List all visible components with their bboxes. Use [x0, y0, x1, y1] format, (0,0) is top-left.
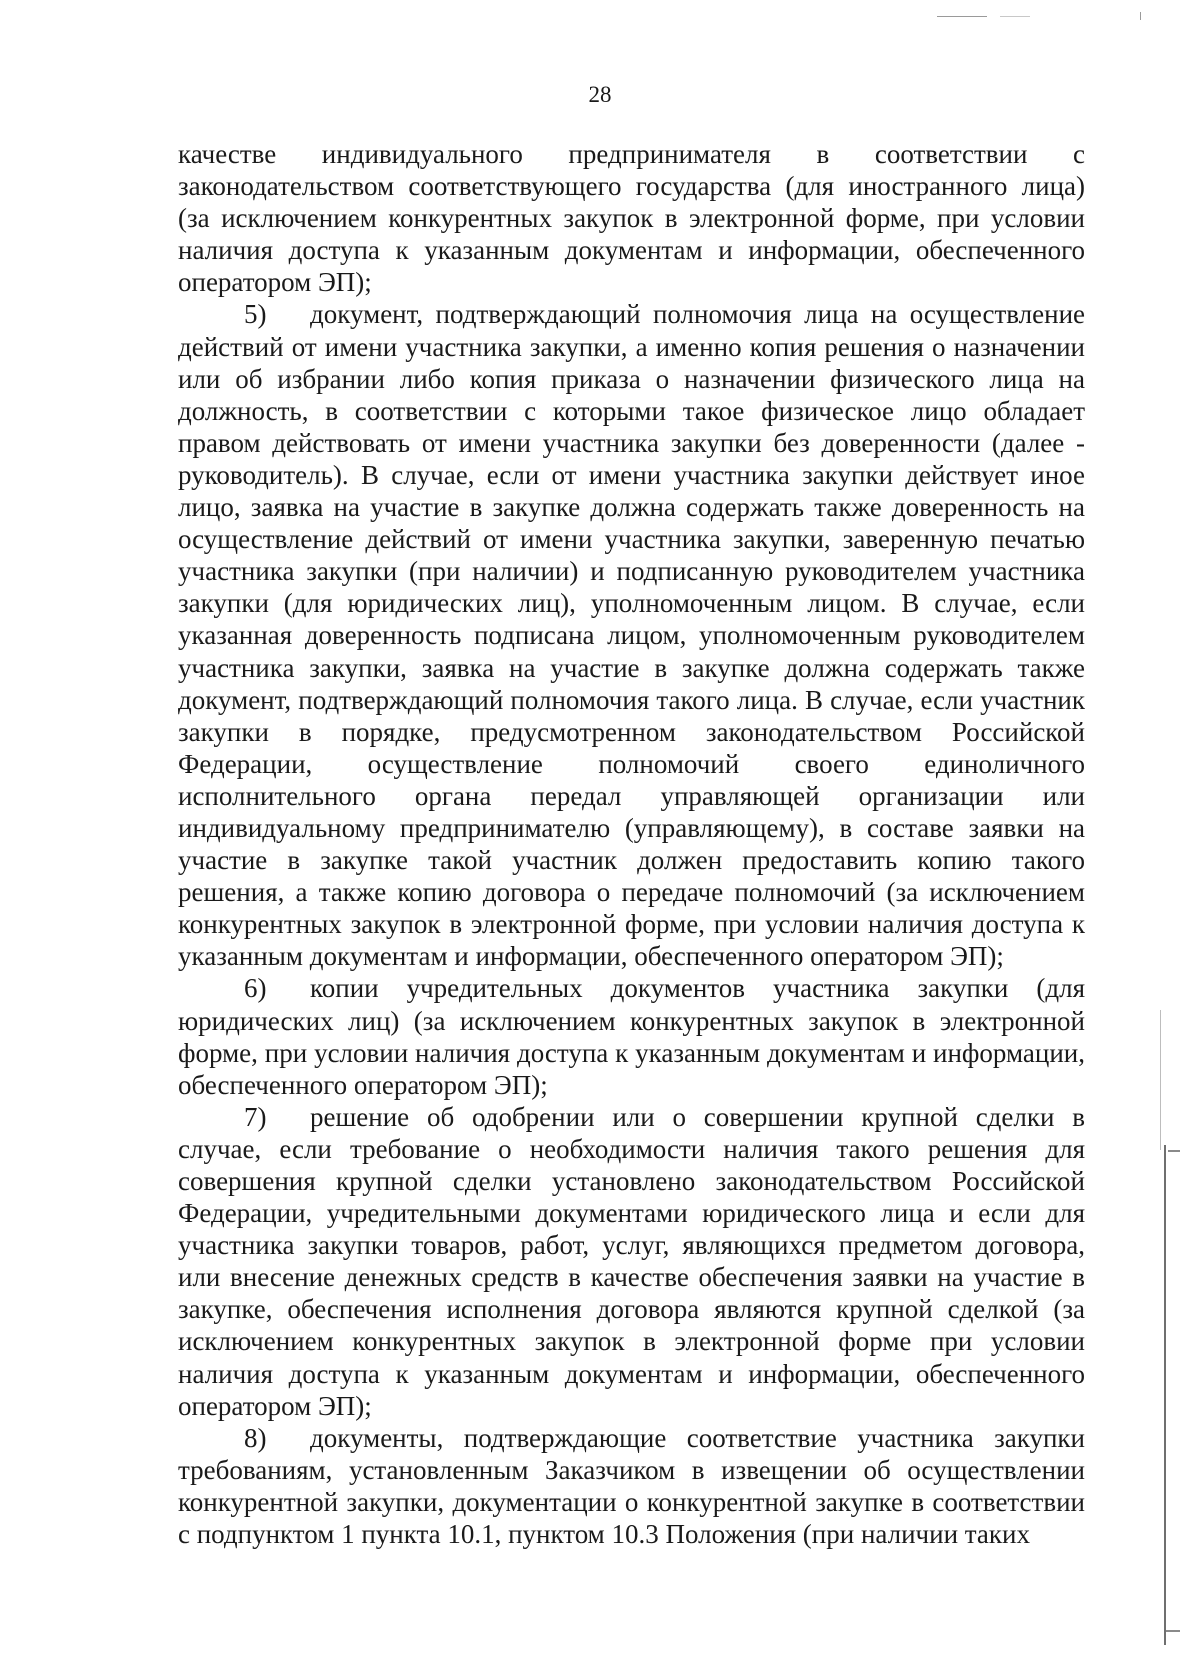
scan-artifact-edge-tick-bottom — [1166, 1630, 1180, 1632]
item-number: 8) — [244, 1422, 267, 1453]
item-number: 6) — [244, 973, 267, 1004]
scan-artifact-edge-faint — [1160, 1010, 1161, 1150]
document-body — [178, 138, 1085, 1550]
paragraph-text: качестве индивидуального предпринимателя в соответствии с законодательством соответствующего государства (для иностранного лица) (за исключением конкурентных закупок в электронной форме, при условии наличия доступа к указанным документам и информации, обеспеченного оператором ЭП); — [178, 139, 1085, 298]
scan-artifact-corner — [1140, 12, 1141, 20]
list-item-8 — [178, 1422, 1085, 1550]
item-text: документ, подтверждающий полномочия лица на осуществление действий от имени участника закупки, а именно копия решения о назначении или об избрании либо копия приказа о назначении физического лица на должность, в соответствии с которыми такое физическое лицо обладает правом действовать от имени участника закупки без доверенности (далее - руководитель). В случае, если от имени участника закупки действует иное лицо, заявка на участие в закупке должна содержать также доверенность на осуществление действий от имени участника закупки, заверенную печатью участника закупки (при наличии) и подписанную руководителем участника закупки (для юридических лиц), уполномоченным лицом. В случае, если указанная доверенность подписана лицом, уполномоченным руководителем участника закупки, заявка на участие в закупке должна содержать также документ, подтверждающий полномочия такого лица. В случае, если участник закупки в порядке, предусмотренном законодательством Российской Федерации, осуществление полномочий своего единоличного исполнительного органа передал управляющей организации или индивидуальному предпринимателю (управляющему), в составе заявки на участие в закупке такой участник должен предоставить копию такого решения, а также копию договора о передаче полномочий (за исключением конкурентных закупок в электронной форме, при условии наличия доступа к указанным документам и информации, обеспеченного оператором ЭП); — [178, 299, 1085, 972]
paragraph-continuation — [178, 138, 1085, 298]
item-number: 5) — [244, 299, 267, 330]
page-number: 28 — [588, 82, 612, 107]
scan-artifact-top-right — [1000, 16, 1030, 17]
list-item-5 — [178, 298, 1085, 972]
list-item-6 — [178, 972, 1085, 1100]
scan-artifact-top — [937, 16, 987, 17]
item-text: документы, подтверждающие соответствие участника закупки требованиям, установленным Заказчиком в извещении об осуществлении конкурентной закупки, документации о конкурентной закупке в соответствии с подпунктом 1 пункта 10.1, пунктом 10.3 Положения (при наличии таких — [178, 1422, 1085, 1550]
item-text: решение об одобрении или о совершении крупной сделки в случае, если требование о необходимости наличия такого решения для совершения крупной сделки установлено законодательством Российской Федерации, учредительными документами юридического лица и если для участника закупки товаров, работ, услуг, являющихся предметом договора, или внесение денежных средств в качестве обеспечения заявки на участие в закупке, обеспечения исполнения договора являются крупной сделкой (за исключением конкурентных закупок в электронной форме при условии наличия доступа к указанным документам и информации, обеспеченного оператором ЭП); — [178, 1101, 1085, 1421]
list-item-7 — [178, 1101, 1085, 1422]
item-text: копии учредительных документов участника закупки (для юридических лиц) (за исключением конкурентных закупок в электронной форме, при условии наличия доступа к указанным документам и информации, обеспеченного оператором ЭП); — [178, 973, 1085, 1100]
item-number: 7) — [244, 1101, 267, 1132]
scan-artifact-edge-line — [1164, 1145, 1166, 1645]
scan-artifact-edge-tick — [1168, 1150, 1180, 1152]
